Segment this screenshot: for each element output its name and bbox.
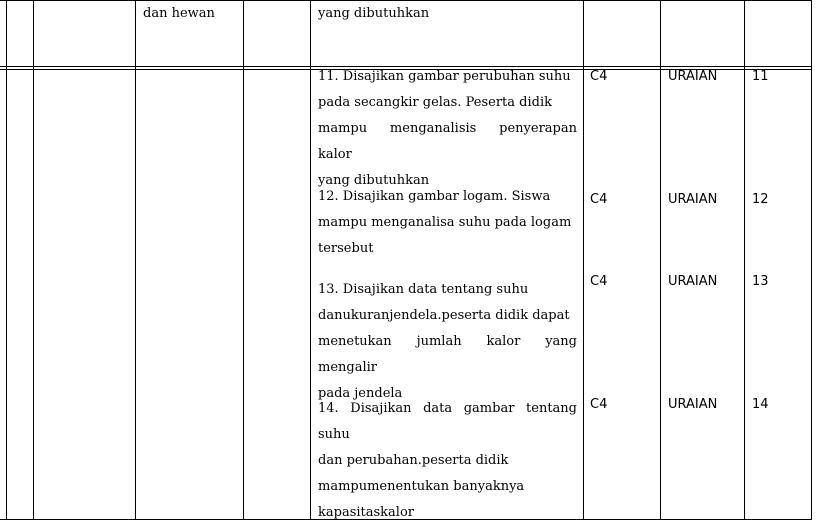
col-border-3 xyxy=(243,0,244,520)
indicator-line: tersebut xyxy=(318,241,374,256)
indicator-line: pada secangkir gelas. Peserta didik xyxy=(318,95,552,110)
col-border-5 xyxy=(583,0,584,520)
cognitive-level-13: C4 xyxy=(590,274,608,289)
col-border-0 xyxy=(6,0,7,520)
col-border-4 xyxy=(310,0,311,520)
indicator-item-14 xyxy=(318,396,577,526)
indicator-line: menetukan jumlah kalor yang mengalir xyxy=(318,334,577,375)
col-border-8 xyxy=(811,0,812,520)
question-form-11: URAIAN xyxy=(668,69,718,84)
question-form-14: URAIAN xyxy=(668,397,718,412)
indicator-line: mampu menganalisa suhu pada logam xyxy=(318,215,572,230)
col-border-6 xyxy=(660,0,661,520)
indicator-line: dan perubahan.peserta didik xyxy=(318,453,509,468)
indicator-item-13 xyxy=(318,277,577,407)
indicator-line: 13. Disajikan data tentang suhu xyxy=(318,282,529,297)
question-form-12: URAIAN xyxy=(668,192,718,207)
question-number-12: 12 xyxy=(752,192,769,207)
indicator-line: 11. Disajikan gambar perubuhan suhu xyxy=(318,69,571,84)
indicator-item-11 xyxy=(318,64,577,194)
col-border-1 xyxy=(33,0,34,520)
indicator-item-12 xyxy=(318,184,577,262)
indicator-line: 12. Disajikan gambar logam. Siswa xyxy=(318,189,551,204)
indicator-line: danukuranjendela.peserta didik dapat xyxy=(318,308,570,323)
indicator-line: 14. Disajikan data gambar tentang suhu xyxy=(318,401,577,442)
question-number-14: 14 xyxy=(752,397,769,412)
question-number-13: 13 xyxy=(752,274,769,289)
indicator-line: mampu menganalisis penyerapan kalor xyxy=(318,121,577,162)
indicator-line: mampumenentukan banyaknya xyxy=(318,479,525,494)
indicator-line: pada jendela xyxy=(318,386,403,401)
col-border-7 xyxy=(744,0,745,520)
question-form-13: URAIAN xyxy=(668,274,718,289)
cognitive-level-12: C4 xyxy=(590,192,608,207)
top-row-indicator-cell: yang dibutuhkan xyxy=(318,6,430,21)
cognitive-level-11: C4 xyxy=(590,69,608,84)
row-border-top xyxy=(0,0,812,1)
indicator-line: yang dibutuhkan xyxy=(318,173,430,188)
question-number-11: 11 xyxy=(752,69,769,84)
indicator-line: kapasitaskalor xyxy=(318,505,415,520)
cognitive-level-14: C4 xyxy=(590,397,608,412)
col-border-2 xyxy=(135,0,136,520)
top-row-material-cell: dan hewan xyxy=(143,6,215,21)
